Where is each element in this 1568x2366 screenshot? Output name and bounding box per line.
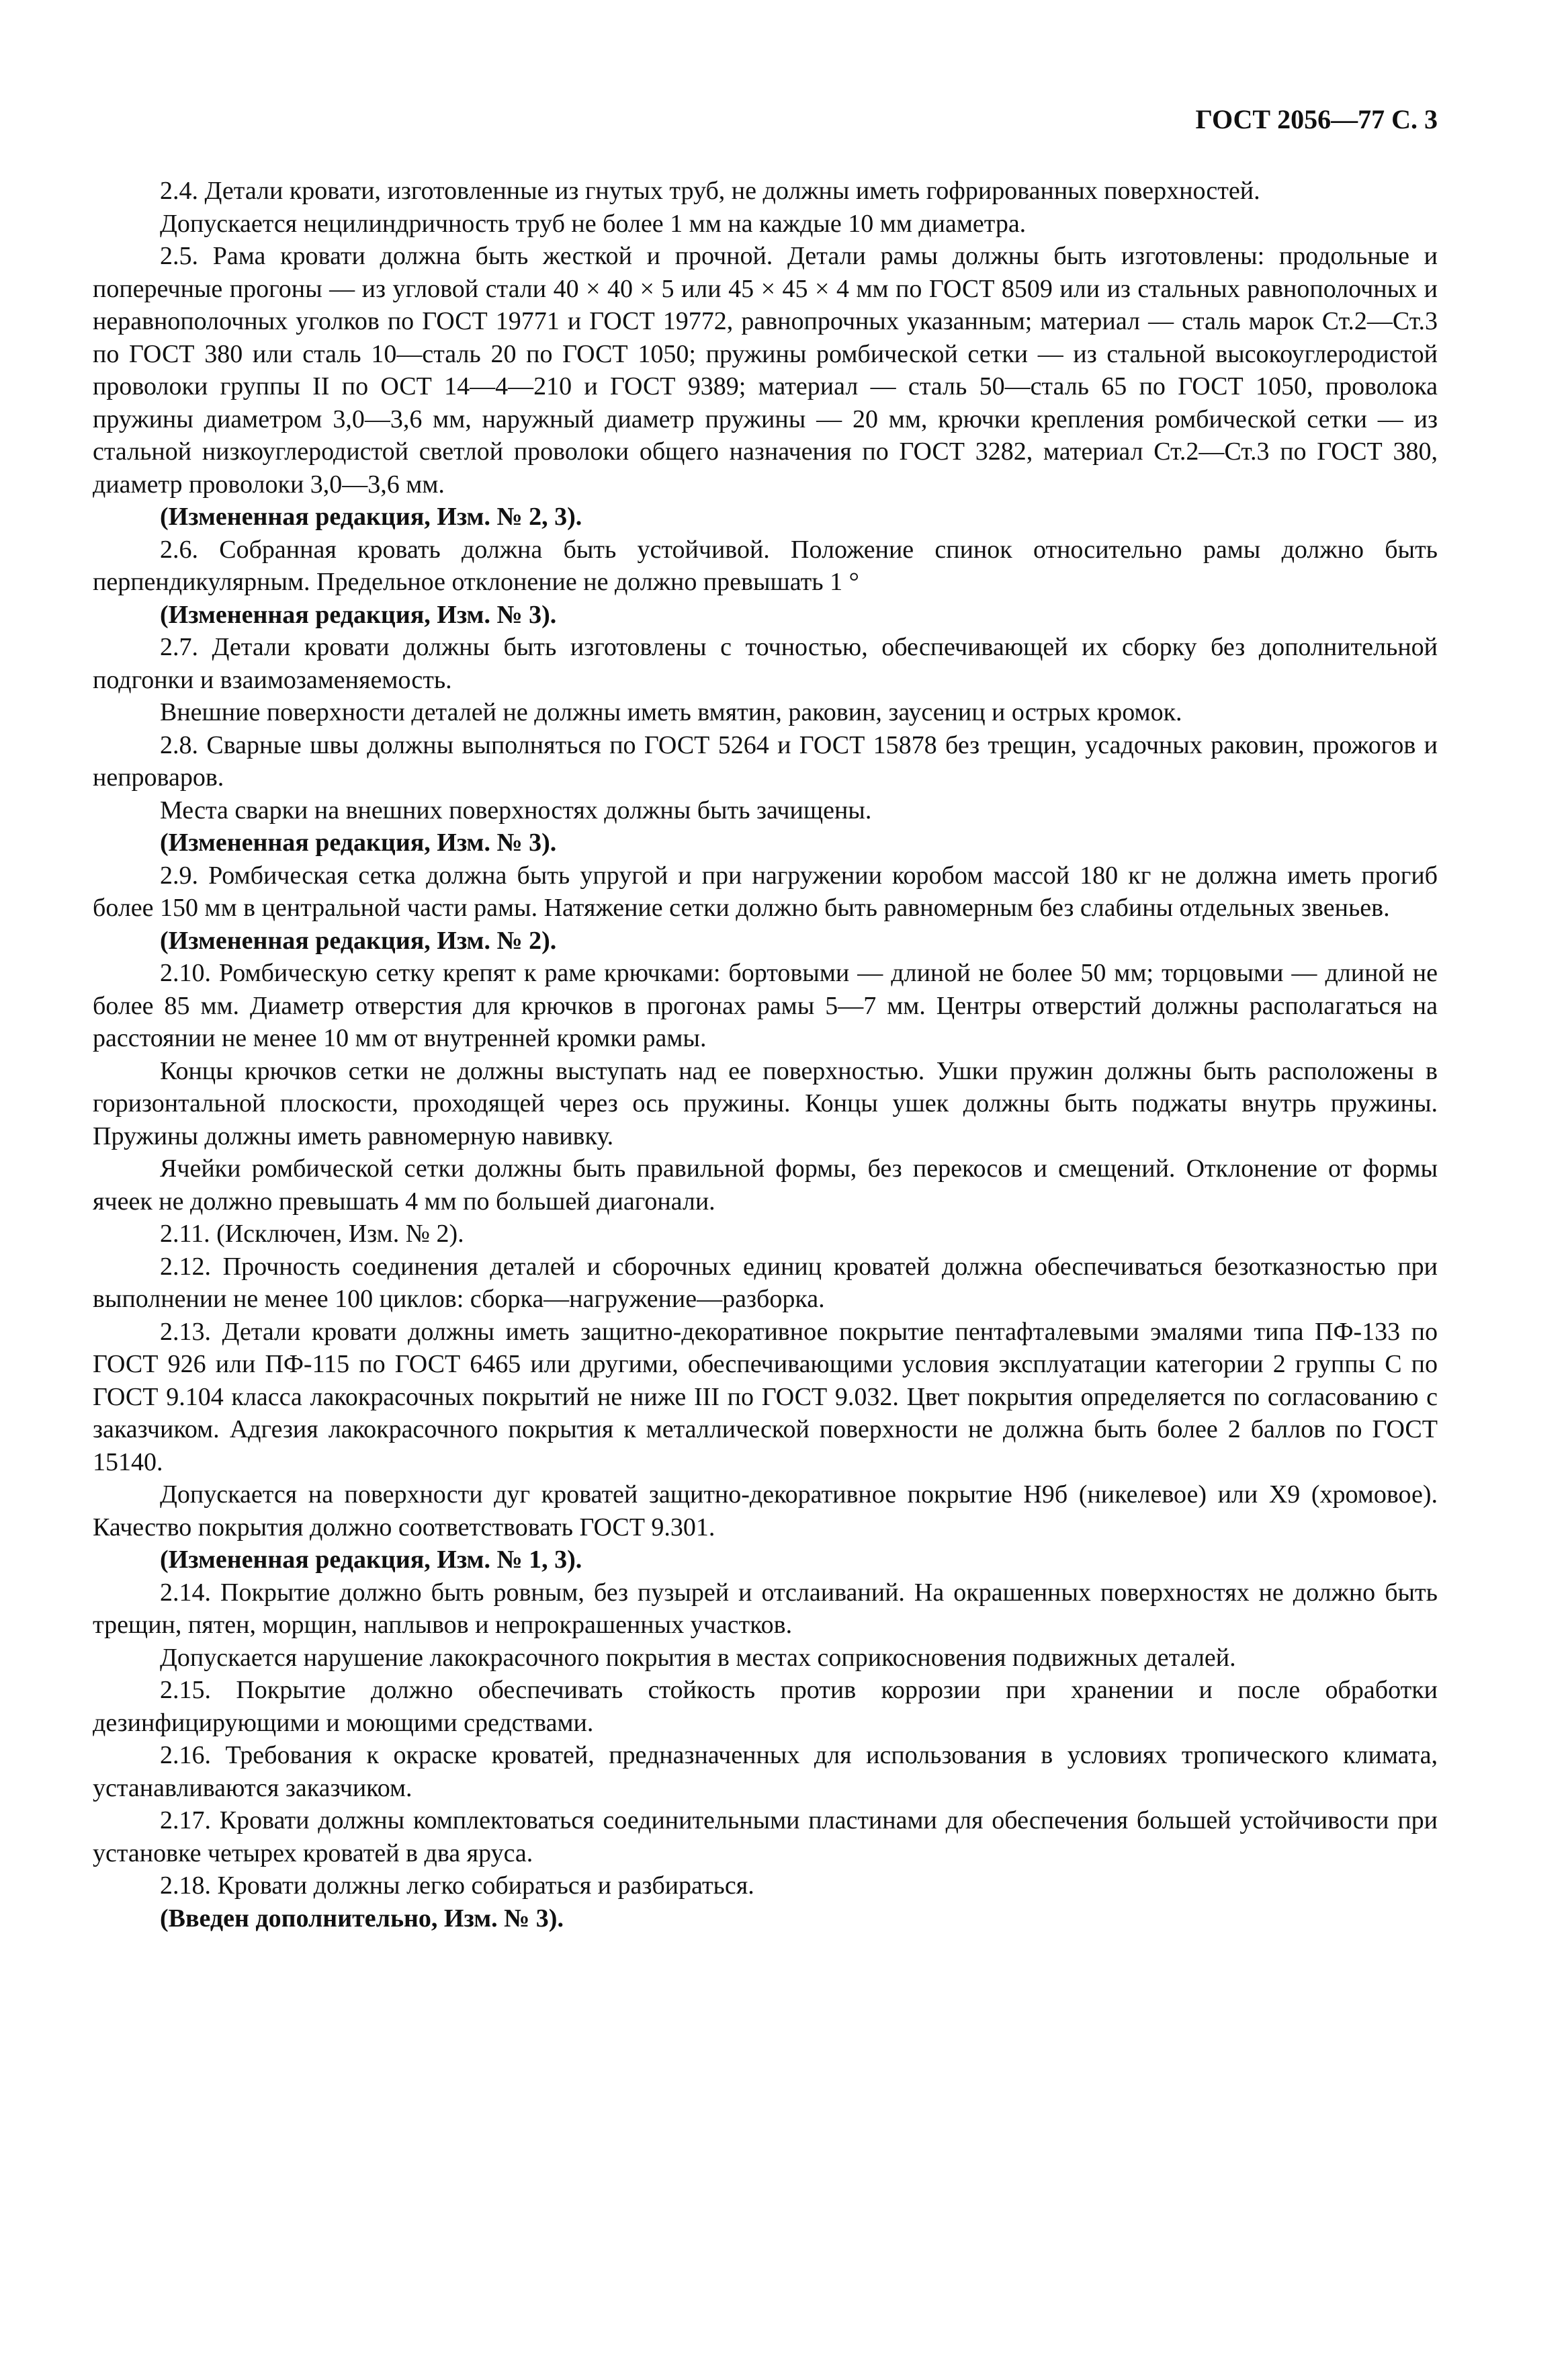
paragraph: 2.10. Ромбическую сетку крепят к раме крючками: бортовыми — длиной не более 50 мм; торцовыми — длиной не более 85 мм. Диаметр отверстия для крючков в прогонах рамы 5—7 мм. Центры отверстий должны располагаться на расстоянии не менее 10 мм от внутренней кромки рамы.: [93, 959, 1438, 1052]
paragraph: Внешние поверхности деталей не должны иметь вмятин, раковин, заусениц и острых кромок.: [160, 698, 1182, 726]
paragraph: Концы крючков сетки не должны выступать над ее поверхностью. Ушки пружин должны быть расположены в горизонтальной плоскости, проходящей через ось пружины. Концы ушек должны быть поджаты внутрь пружины. Пружины должны иметь равномерную навивку.: [93, 1056, 1438, 1150]
paragraph: 2.9. Ромбическая сетка должна быть упругой и при нагружении коробом массой 180 кг не должна иметь прогиб более 150 мм в центральной части рамы. Натяжение сетки должно быть равномерным без слабины отдельных звеньев.: [93, 861, 1438, 922]
paragraph: Допускается нецилиндричность труб не более 1 мм на каждые 10 мм диаметра.: [160, 209, 1027, 238]
paragraph: 2.15. Покрытие должно обеспечивать стойкость против коррозии при хранении и после обработки дезинфицирующими и моющими средствами.: [93, 1676, 1438, 1737]
paragraph: 2.17. Кровати должны комплектоваться соединительными пластинами для обеспечения большей устойчивости при установке четырех кроватей в два яруса.: [93, 1806, 1438, 1867]
paragraph: 2.16. Требования к окраске кроватей, предназначенных для использования в условиях тропического климата, устанавливаются заказчиком.: [93, 1741, 1438, 1802]
amendment-note: (Измененная редакция, Изм. № 3).: [160, 829, 557, 857]
paragraph: Допускается нарушение лакокрасочного покрытия в местах соприкосновения подвижных деталей.: [160, 1643, 1236, 1672]
amendment-note: (Измененная редакция, Изм. № 2, 3).: [160, 503, 582, 531]
amendment-note: (Измененная редакция, Изм. № 2).: [160, 926, 557, 955]
amendment-note: (Введен дополнительно, Изм. № 3).: [160, 1904, 564, 1933]
paragraph: 2.4. Детали кровати, изготовленные из гнутых труб, не должны иметь гофрированных поверхностей.: [160, 177, 1260, 205]
amendment-note: (Измененная редакция, Изм. № 3).: [160, 600, 557, 629]
paragraph: 2.14. Покрытие должно быть ровным, без пузырей и отслаиваний. На окрашенных поверхностях не должно быть трещин, пятен, морщин, наплывов и непрокрашенных участков.: [93, 1578, 1438, 1639]
paragraph: 2.11. (Исключен, Изм. № 2).: [160, 1220, 464, 1248]
page-header: ГОСТ 2056—77 С. 3: [1195, 104, 1438, 134]
amendment-note: (Измененная редакция, Изм. № 1, 3).: [160, 1546, 582, 1574]
paragraph: 2.8. Сварные швы должны выполняться по ГОСТ 5264 и ГОСТ 15878 без трещин, усадочных раковин, прожогов и непроваров.: [93, 730, 1438, 792]
paragraph: 2.5. Рама кровати должна быть жесткой и прочной. Детали рамы должны быть изготовлены: продольные и поперечные прогоны — из угловой стали 40 × 40 × 5 или 45 × 45 × 4 мм по ГОСТ 8509 или из стальных равнополочных и неравнополочных уголков по ГОСТ 19771 и ГОСТ 19772, равнопрочных указанным; материал — сталь марок Ст.2—Ст.3 по ГОСТ 380 или сталь 10—сталь 20 по ГОСТ 1050; пружины ромбической сетки — из стальной высокоуглеродистой проволоки группы II по ОСТ 14—4—210 и ГОСТ 9389; материал — сталь 50—сталь 65 по ГОСТ 1050, проволока пружины диаметром 3,0—3,6 мм, наружный диаметр пружины — 20 мм, крючки крепления ромбической сетки — из стальной низкоуглеродистой светлой проволоки общего назначения по ГОСТ 3282, материал Ст.2—Ст.3 по ГОСТ 380, диаметр проволоки 3,0—3,6 мм.: [93, 242, 1438, 499]
paragraph: 2.18. Кровати должны легко собираться и разбираться.: [160, 1871, 754, 1900]
paragraph: Допускается на поверхности дуг кроватей защитно-декоративное покрытие Н9б (никелевое) или Х9 (хромовое). Качество покрытия должно соответствовать ГОСТ 9.301.: [93, 1480, 1438, 1541]
document-page: [93, 101, 1438, 1935]
paragraph: 2.12. Прочность соединения деталей и сборочных единиц кроватей должна обеспечиваться безотказностью при выполнении не менее 100 циклов: сборка—нагружение—разборка.: [93, 1252, 1438, 1313]
paragraph: 2.7. Детали кровати должны быть изготовлены с точностью, обеспечивающей их сборку без дополнительной подгонки и взаимозаменяемость.: [93, 633, 1438, 694]
paragraph: 2.6. Собранная кровать должна быть устойчивой. Положение спинок относительно рамы должно быть перпендикулярным. Предельное отклонение не должно превышать 1 °: [93, 535, 1438, 596]
paragraph: Места сварки на внешних поверхностях должны быть зачищены.: [160, 796, 872, 825]
document-body: [93, 175, 1438, 1935]
paragraph: 2.13. Детали кровати должны иметь защитно-декоративное покрытие пентафталевыми эмалями типа ПФ-133 по ГОСТ 926 или ПФ-115 по ГОСТ 6465 или другими, обеспечивающими условия эксплуатации категории 2 группы С по ГОСТ 9.104 класса лакокрасочных покрытий не ниже III по ГОСТ 9.032. Цвет покрытия определяется по согласованию с заказчиком. Адгезия лакокрасочного покрытия к металлической поверхности не должна быть более 2 баллов по ГОСТ 15140.: [93, 1317, 1438, 1476]
paragraph: Ячейки ромбической сетки должны быть правильной формы, без перекосов и смещений. Отклонение от формы ячеек не должно превышать 4 мм по большей диагонали.: [93, 1154, 1438, 1216]
